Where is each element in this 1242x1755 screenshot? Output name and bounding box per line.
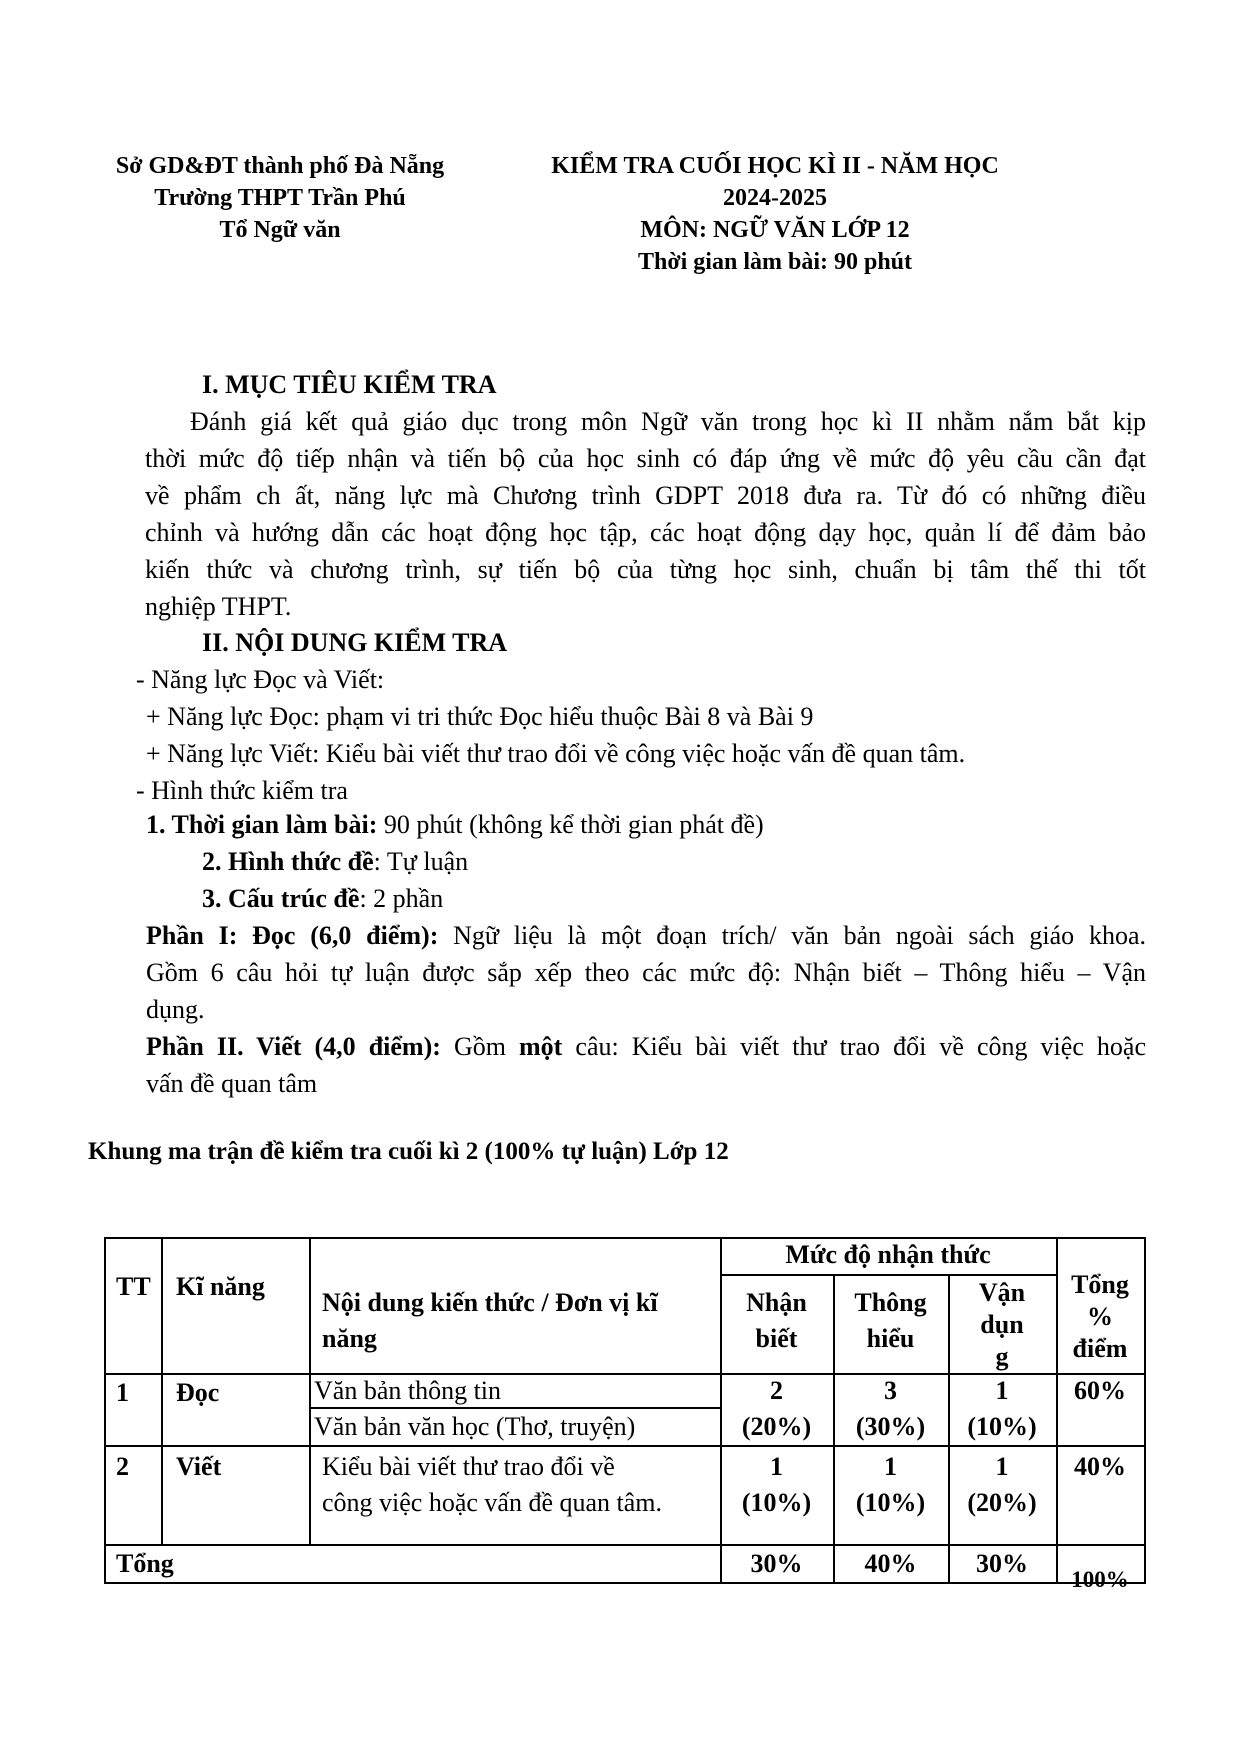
part1-label: Phần I: Đọc (6,0 điểm):	[146, 921, 439, 950]
row2-tt: 2	[116, 1452, 129, 1481]
row1-content-b: Văn bản văn học (Thơ, truyện)	[314, 1412, 636, 1441]
row2-skill: Viết	[176, 1452, 222, 1481]
header-van-dung: Vận dụn g	[978, 1278, 1026, 1371]
section1-line: về phẩm ch ất, năng lực mà Chương trình GDPT 2018 đưa ra. Từ đó có những điều	[145, 481, 1146, 510]
item-label: 1. Thời gian làm bài:	[146, 810, 378, 839]
row2-th: 1 (10%)	[855, 1452, 926, 1517]
dept-name: Sở GD&ĐT thành phố Đà Nẵng	[115, 153, 445, 179]
item-cau-truc-de	[202, 880, 443, 917]
matrix-title: Khung ma trận đề kiểm tra cuối kì 2 (100% tự luận) Lớp 12	[88, 1138, 729, 1165]
part2-line1	[146, 1028, 1146, 1065]
sum-label: Tổng	[116, 1549, 174, 1578]
sum-th: 40%	[864, 1549, 917, 1578]
row2-vd: 1 (20%)	[967, 1452, 1037, 1517]
table-border	[161, 1237, 163, 1544]
item-text: : 2 phần	[359, 884, 444, 913]
table-border	[309, 1237, 311, 1544]
part1-line2: Gồm 6 câu hỏi tự luận được sắp xếp theo các mức độ: Nhận biết – Thông hiểu – Vận	[146, 958, 1146, 987]
part2-label: Phần II. Viết (4,0 điểm):	[146, 1032, 441, 1061]
item-thoi-gian	[146, 806, 764, 843]
header-nhan-biet: Nhận biết	[746, 1288, 807, 1353]
part2-text: câu: Kiểu bài viết thư trao đổi về công việc hoặc	[562, 1032, 1146, 1061]
row1-total: 60%	[1074, 1376, 1126, 1405]
table-border	[104, 1237, 106, 1584]
row1-content-a: Văn bản thông tin	[314, 1376, 502, 1405]
item-text: 90 phút (không kể thời gian phát đề)	[377, 810, 764, 839]
section1-line: Đánh giá kết quả giáo dục trong môn Ngữ văn trong học kì II nhằm nắm bắt kịp	[190, 407, 1146, 436]
group-name: Tổ Ngữ văn	[219, 217, 341, 243]
part2-text: Gồm	[440, 1032, 520, 1061]
item-label: 3. Cấu trúc đề	[202, 884, 360, 913]
part2-line2: vấn đề quan tâm	[146, 1069, 318, 1098]
bullet-hinh-thuc: - Hình thức kiểm tra	[136, 776, 348, 805]
school-name: Trường THPT Trần Phú	[154, 185, 406, 211]
sum-total: 100%	[1071, 1567, 1129, 1592]
header-right	[515, 150, 1035, 278]
table-border	[720, 1274, 1056, 1276]
item-label: 2. Hình thức đề	[202, 847, 374, 876]
section1-line: kiến thức và chương trình, sự tiến bộ của từng học sinh, chuẩn bị tâm thế thi tốt	[145, 555, 1146, 584]
part1-line1	[146, 917, 1146, 954]
exam-title: KIỂM TRA CUỐI HỌC KÌ II - NĂM HỌC	[551, 153, 999, 179]
row1-tt: 1	[116, 1378, 129, 1407]
row1-vd: 1 (10%)	[967, 1376, 1037, 1441]
item-text: : Tự luận	[373, 847, 469, 876]
header-levels: Mức độ nhận thức	[785, 1240, 991, 1269]
section2-title: II. NỘI DUNG KIỂM TRA	[202, 628, 508, 657]
sum-nb: 30%	[750, 1549, 803, 1578]
section1-title: I. MỤC TIÊU KIỂM TRA	[202, 370, 497, 399]
section1-line: nghiệp THPT.	[145, 592, 292, 621]
bullet-doc-viet: - Năng lực Đọc và Viết:	[136, 665, 385, 694]
header-skill: Kĩ năng	[176, 1272, 265, 1301]
header-thong-hieu: Thông hiểu	[854, 1288, 927, 1353]
row2-content: Kiểu bài viết thư trao đổi về công việc hoặc vấn đề quan tâm.	[322, 1452, 663, 1517]
row2-nb: 1 (10%)	[741, 1452, 812, 1517]
header-tt: TT	[116, 1272, 151, 1301]
row2-total: 40%	[1074, 1452, 1126, 1481]
subject: MÔN: NGỮ VĂN LỚP 12	[640, 217, 910, 243]
part2-emph: một	[519, 1032, 563, 1061]
header-content: Nội dung kiến thức / Đơn vị kĩ năng	[322, 1288, 658, 1353]
row1-skill: Đọc	[176, 1378, 220, 1407]
item-hinh-thuc-de	[202, 843, 468, 880]
header-left	[70, 150, 490, 246]
part1-line3: dụng.	[146, 995, 205, 1024]
sub-nang-luc-doc: + Năng lực Đọc: phạm vi tri thức Đọc hiểu thuộc Bài 8 và Bài 9	[146, 702, 814, 731]
table-border	[104, 1582, 1146, 1584]
matrix-table	[104, 1237, 1146, 1592]
duration: Thời gian làm bài: 90 phút	[637, 249, 913, 275]
table-border	[104, 1445, 1146, 1447]
sub-nang-luc-viet: + Năng lực Viết: Kiểu bài viết thư trao đổi về công việc hoặc vấn đề quan tâm.	[146, 739, 966, 768]
row1-th: 3 (30%)	[855, 1376, 926, 1441]
sum-vd: 30%	[976, 1549, 1028, 1578]
header-total: Tổng % điểm	[1071, 1270, 1129, 1363]
section1-line: thời mức độ tiếp nhận và tiến bộ của học sinh có đáp ứng về mức độ yêu cầu cần đạt	[145, 444, 1146, 473]
table-border	[1144, 1237, 1146, 1584]
school-year: 2024-2025	[723, 185, 827, 211]
part1-text: Ngữ liệu là một đoạn trích/ văn bản ngoài sách giáo khoa.	[438, 921, 1146, 950]
row1-nb: 2 (20%)	[741, 1376, 812, 1441]
section1-line: chỉnh và hướng dẫn các hoạt động học tập, các hoạt động dạy học, quản lí để đảm bảo	[145, 518, 1146, 547]
